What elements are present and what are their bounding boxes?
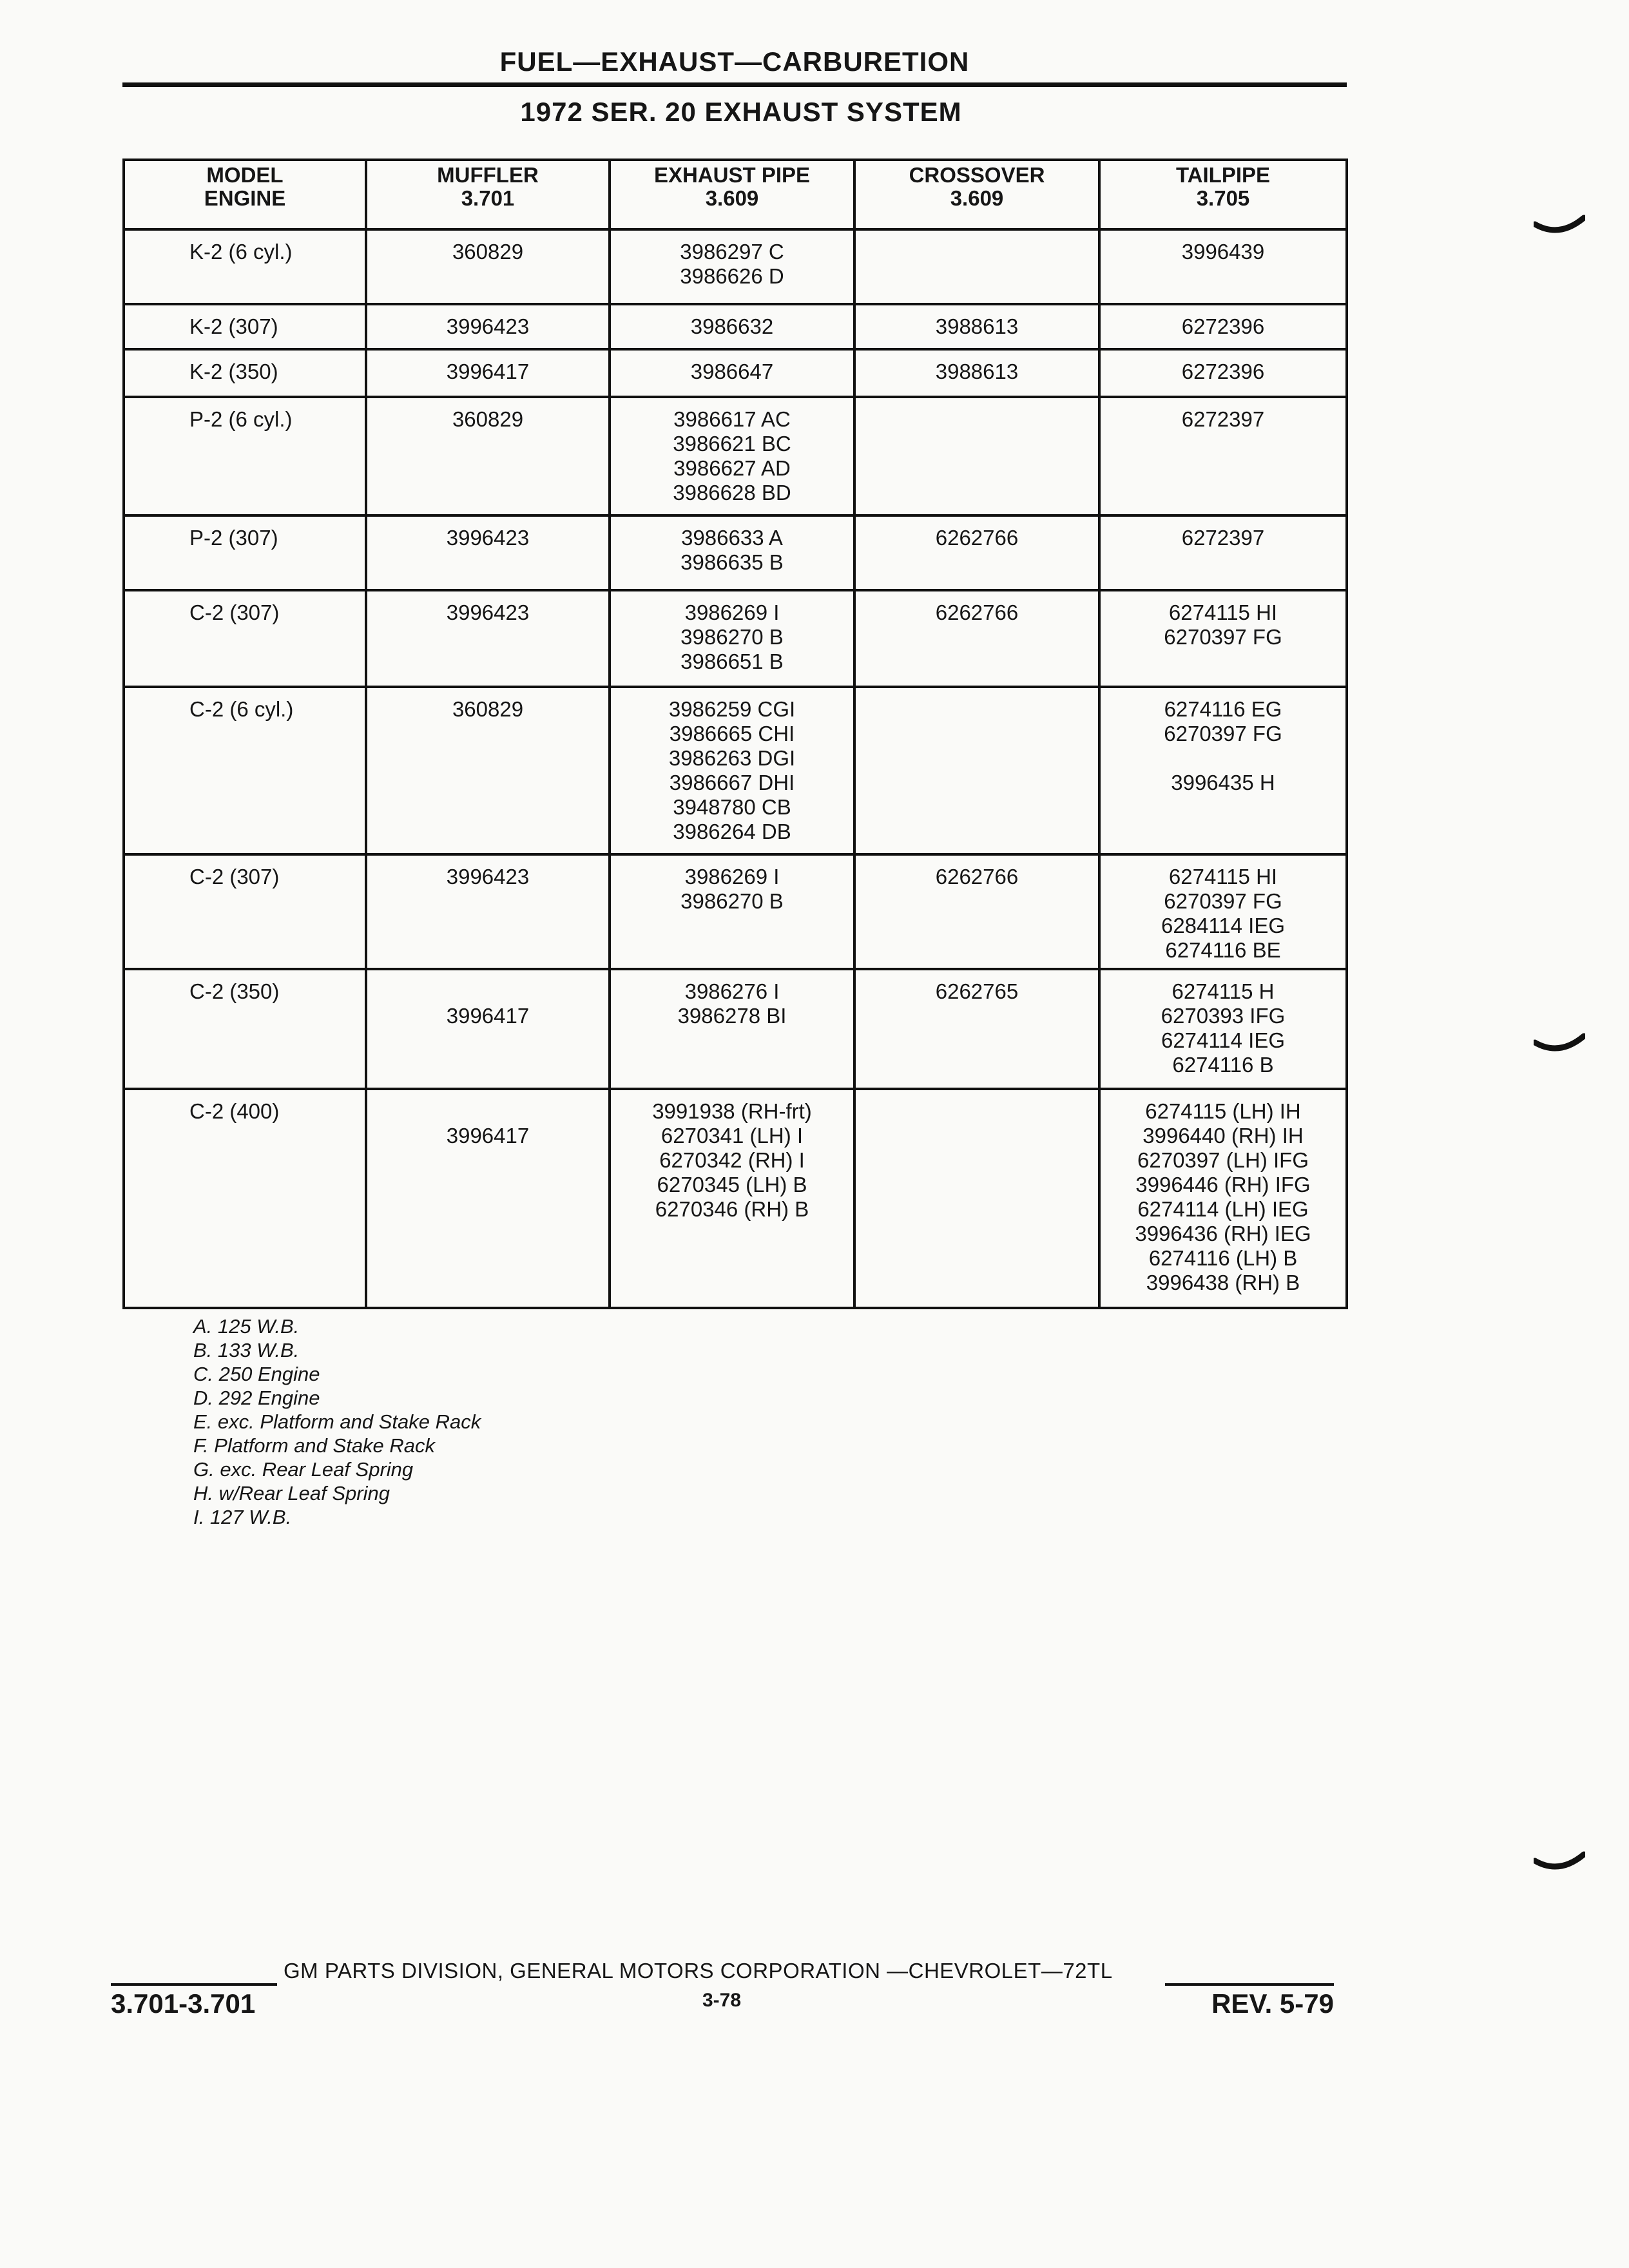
- table-row: [124, 229, 1347, 304]
- cell-crossover: [854, 687, 1099, 854]
- column-header-crossover: CROSSOVER 3.609: [854, 160, 1099, 229]
- part-number: 6262766: [935, 865, 1019, 889]
- part-number: 3986635 B: [680, 550, 784, 574]
- cell-muffler: [366, 304, 610, 349]
- part-number: 3996435 H: [1171, 771, 1275, 794]
- cell-exhaust: [610, 854, 854, 969]
- part-number: 3996423: [446, 526, 530, 550]
- part-number: 6262765: [935, 979, 1019, 1003]
- table-row: [124, 515, 1347, 590]
- part-number: 3996436 (RH) IEG: [1135, 1222, 1311, 1245]
- cell-crossover: [854, 969, 1099, 1089]
- part-number: 3986270 B: [680, 625, 784, 649]
- part-number: 6262766: [935, 526, 1019, 550]
- part-number: 3986297 C: [680, 240, 784, 264]
- footnote: I. 127 W.B.: [193, 1506, 292, 1528]
- footnote: A. 125 W.B.: [193, 1315, 300, 1338]
- cell-muffler: [366, 687, 610, 854]
- cell-exhaust: [610, 349, 854, 397]
- cell-crossover: [854, 515, 1099, 590]
- part-number: 6270341 (LH) I: [660, 1124, 804, 1148]
- part-number: 3986269 I: [684, 865, 780, 889]
- part-number: 6270346 (RH) B: [655, 1197, 809, 1221]
- cell-muffler: [366, 397, 610, 515]
- part-number: [367, 1099, 608, 1124]
- part-number: 6270397 FG: [1164, 722, 1282, 745]
- cell-muffler: [366, 515, 610, 590]
- cell-model-engine: P-2 (307): [124, 515, 366, 590]
- footer-corporation: GM PARTS DIVISION, GENERAL MOTORS CORPORATION —CHEVROLET—72TL: [284, 1959, 1113, 1983]
- cell-crossover: [854, 397, 1099, 515]
- part-number: 3996423: [446, 314, 530, 338]
- part-number: 6270397 (LH) IFG: [1137, 1148, 1309, 1172]
- column-header-muffler: MUFFLER 3.701: [366, 160, 610, 229]
- part-number: 3986632: [690, 314, 774, 338]
- table-row: [124, 854, 1347, 969]
- exhaust-parts-table: [122, 159, 1348, 1309]
- binder-tab-mark: [1534, 213, 1585, 238]
- part-number: 3986278 BI: [677, 1004, 787, 1028]
- part-number: 3986627 AD: [673, 456, 791, 480]
- part-number: 6274116 B: [1172, 1053, 1274, 1077]
- cell-tailpipe: [1099, 397, 1347, 515]
- part-number: 3996438 (RH) B: [1146, 1271, 1300, 1294]
- cell-tailpipe: [1099, 590, 1347, 687]
- cell-exhaust: [610, 515, 854, 590]
- cell-tailpipe: [1099, 515, 1347, 590]
- cell-tailpipe: [1099, 1089, 1347, 1308]
- part-number: 3988613: [935, 360, 1019, 383]
- binder-tab-mark: [1534, 1849, 1585, 1875]
- part-number: 6262766: [935, 601, 1019, 624]
- cell-model-engine: P-2 (6 cyl.): [124, 397, 366, 515]
- cell-model-engine: K-2 (6 cyl.): [124, 229, 366, 304]
- part-number: 3996439: [1181, 240, 1265, 264]
- footer-revision: REV. 5-79: [1211, 1988, 1334, 2019]
- footnote: G. exc. Rear Leaf Spring: [193, 1458, 414, 1481]
- cell-model-engine: K-2 (307): [124, 304, 366, 349]
- part-number: 6274116 BE: [1165, 938, 1281, 962]
- cell-tailpipe: [1099, 349, 1347, 397]
- part-number: 3986269 I: [684, 601, 780, 624]
- cell-exhaust: [610, 590, 854, 687]
- part-number: 6272396: [1181, 360, 1265, 383]
- table-row: [124, 687, 1347, 854]
- part-number: 3996423: [446, 865, 530, 889]
- part-number: 6274114 (LH) IEG: [1137, 1197, 1309, 1221]
- table-row: [124, 1089, 1347, 1308]
- table-row: [124, 304, 1347, 349]
- part-number: 3996440 (RH) IH: [1142, 1124, 1304, 1148]
- part-number: 3986259 CGI: [668, 697, 796, 721]
- part-number: 6284114 IEG: [1161, 914, 1286, 937]
- part-number: 6270342 (RH) I: [659, 1148, 805, 1172]
- cell-crossover: [854, 854, 1099, 969]
- part-number: 6270397 FG: [1164, 625, 1282, 649]
- cell-muffler: [366, 854, 610, 969]
- part-number: 6274116 (LH) B: [1148, 1246, 1298, 1270]
- cell-model-engine: K-2 (350): [124, 349, 366, 397]
- cell-model-engine: C-2 (307): [124, 590, 366, 687]
- part-number: 3986264 DB: [673, 820, 791, 843]
- part-number: [1101, 746, 1345, 771]
- part-number: 6274116 EG: [1164, 697, 1282, 721]
- table-row: [124, 397, 1347, 515]
- page-title: 1972 SER. 20 EXHAUST SYSTEM: [520, 97, 962, 127]
- table-row: [124, 349, 1347, 397]
- cell-tailpipe: [1099, 304, 1347, 349]
- part-number: 3986617 AC: [673, 407, 791, 431]
- cell-model-engine: C-2 (350): [124, 969, 366, 1089]
- cell-tailpipe: [1099, 229, 1347, 304]
- cell-crossover: [854, 349, 1099, 397]
- cell-crossover: [854, 304, 1099, 349]
- cell-muffler: [366, 229, 610, 304]
- cell-model-engine: C-2 (307): [124, 854, 366, 969]
- column-header-model: MODEL ENGINE: [124, 160, 366, 229]
- part-number: [367, 979, 608, 1004]
- cell-exhaust: [610, 687, 854, 854]
- part-number: 360829: [452, 407, 524, 431]
- part-number: 3948780 CB: [673, 795, 791, 819]
- part-number: 3986270 B: [680, 889, 784, 913]
- section-title: FUEL—EXHAUST—CARBURETION: [499, 46, 970, 77]
- table-row: [124, 969, 1347, 1089]
- footer-rule-left: [111, 1983, 277, 1986]
- part-number: 360829: [452, 697, 524, 721]
- cell-crossover: [854, 1089, 1099, 1308]
- header-rule: [122, 82, 1347, 87]
- part-number: 360829: [452, 240, 524, 264]
- part-number: 6274115 H: [1171, 979, 1275, 1003]
- part-number: 3986621 BC: [673, 432, 791, 456]
- part-number: 3991938 (RH-frt): [652, 1099, 812, 1123]
- part-number: 6272396: [1181, 314, 1265, 338]
- part-number: 3986263 DGI: [668, 746, 796, 770]
- part-number: 6270397 FG: [1164, 889, 1282, 913]
- footer-rule-right: [1165, 1983, 1334, 1986]
- part-number: 3996417: [446, 1124, 530, 1148]
- table-row: [124, 590, 1347, 687]
- cell-exhaust: [610, 397, 854, 515]
- part-number: 6274115 HI: [1168, 865, 1278, 889]
- cell-crossover: [854, 229, 1099, 304]
- cell-exhaust: [610, 304, 854, 349]
- part-number: 3986626 D: [680, 264, 784, 288]
- cell-tailpipe: [1099, 969, 1347, 1089]
- footnote: H. w/Rear Leaf Spring: [193, 1482, 390, 1504]
- part-number: 3986665 CHI: [669, 722, 795, 745]
- part-number: 3996417: [446, 1004, 530, 1028]
- cell-model-engine: C-2 (6 cyl.): [124, 687, 366, 854]
- footnote: E. exc. Platform and Stake Rack: [193, 1410, 481, 1433]
- footnote: F. Platform and Stake Rack: [193, 1434, 436, 1457]
- cell-model-engine: C-2 (400): [124, 1089, 366, 1308]
- footnote: D. 292 Engine: [193, 1387, 320, 1409]
- part-number: 6270393 IFG: [1161, 1004, 1286, 1028]
- part-number: 3986276 I: [684, 979, 780, 1003]
- part-number: 3996423: [446, 601, 530, 624]
- column-header-exhaust-pipe: EXHAUST PIPE 3.609: [610, 160, 854, 229]
- cell-muffler: [366, 969, 610, 1089]
- part-number: 6274115 (LH) IH: [1145, 1099, 1301, 1123]
- footer-page-number: 3-78: [702, 1990, 742, 2011]
- footnotes: [193, 1314, 481, 1529]
- cell-muffler: [366, 590, 610, 687]
- footer-section-range: 3.701-3.701: [111, 1988, 256, 2019]
- part-number: 6274115 HI: [1168, 601, 1278, 624]
- footnote: B. 133 W.B.: [193, 1339, 300, 1361]
- cell-exhaust: [610, 229, 854, 304]
- part-number: 3986667 DHI: [669, 771, 795, 794]
- cell-tailpipe: [1099, 854, 1347, 969]
- footnote: C. 250 Engine: [193, 1363, 320, 1385]
- part-number: 6270345 (LH) B: [657, 1173, 807, 1196]
- cell-tailpipe: [1099, 687, 1347, 854]
- part-number: 6272397: [1181, 526, 1265, 550]
- cell-crossover: [854, 590, 1099, 687]
- part-number: 3996417: [446, 360, 530, 383]
- part-number: 3986628 BD: [673, 481, 791, 505]
- part-number: 3986651 B: [680, 649, 784, 673]
- binder-tab-mark: [1534, 1031, 1585, 1057]
- part-number: 3986647: [690, 360, 774, 383]
- cell-exhaust: [610, 1089, 854, 1308]
- table-header-row: [124, 160, 1347, 229]
- part-number: 3988613: [935, 314, 1019, 338]
- part-number: 3986633 A: [681, 526, 783, 550]
- cell-muffler: [366, 1089, 610, 1308]
- cell-exhaust: [610, 969, 854, 1089]
- column-header-tailpipe: TAILPIPE 3.705: [1099, 160, 1347, 229]
- cell-muffler: [366, 349, 610, 397]
- part-number: 6274114 IEG: [1161, 1028, 1286, 1052]
- part-number: 6272397: [1181, 407, 1265, 431]
- part-number: 3996446 (RH) IFG: [1135, 1173, 1311, 1196]
